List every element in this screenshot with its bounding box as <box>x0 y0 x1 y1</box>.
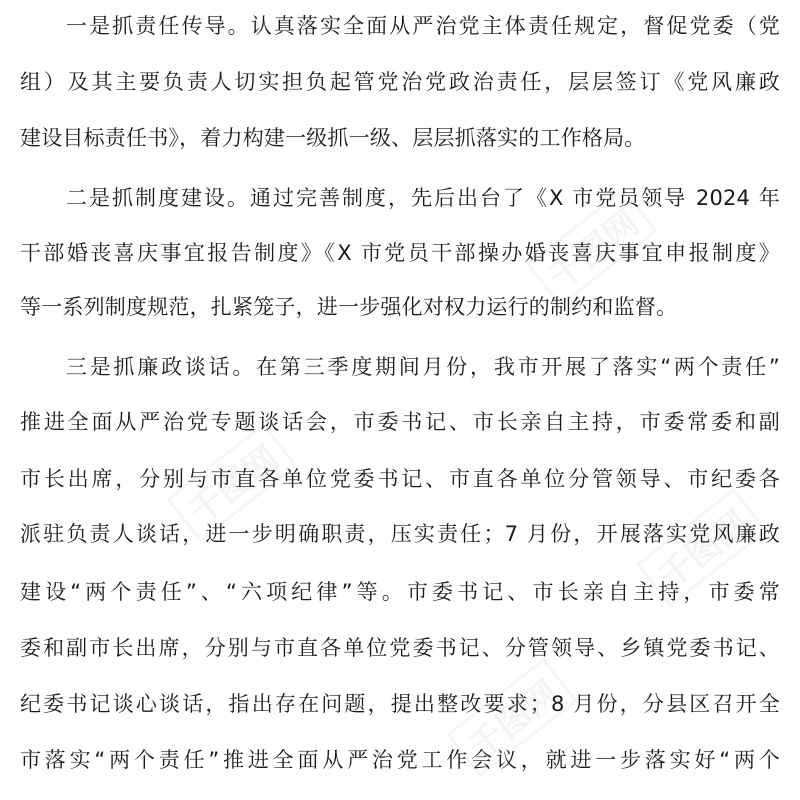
watermark: 千图网 <box>166 423 298 543</box>
paragraph-2-line-2: 干部婚丧喜庆事宜报告制度》《X 市党员干部操办婚丧喜庆事宜申报制度》 <box>20 241 780 265</box>
paragraph-2-line-3: 等一系列制度规范，扎紧笼子，进一步强化对权力运行的制约和监督。 <box>20 295 678 319</box>
watermark: 千图网 <box>636 488 768 608</box>
paragraph-3-line-2: 推进全面从严治党专题谈话会，市委书记、市长亲自主持，市委常委和副 <box>20 410 780 434</box>
paragraph-1-line-1: 一是抓责任传导。认真落实全面从严治党主体责任规定，督促党委（党 <box>66 14 780 38</box>
paragraph-3-line-8: 市落实“两个责任”推进全面从严治党工作会议，就进一步落实好“两个 <box>20 748 780 772</box>
paragraph-2-line-1: 二是抓制度建设。通过完善制度，先后出台了《X 市党员领导 2024 年 <box>66 186 780 210</box>
paragraph-1-line-2: 组）及其主要负责人切实担负起管党治党政治责任，层层签订《党风廉政 <box>20 70 780 94</box>
paragraph-3-line-6: 委和副市长出席，分别与市直各单位党委书记、分管领导、乡镇党委书记、 <box>20 636 780 660</box>
paragraph-3-line-4: 派驻负责人谈话，进一步明确职责，压实责任；7 月份，开展落实党风廉政 <box>20 522 780 546</box>
paragraph-3-line-1: 三是抓廉政谈话。在第三季度期间月份，我市开展了落实“两个责任” <box>66 355 780 379</box>
watermark: 千图网 <box>526 188 658 308</box>
paragraph-3-line-7: 纪委书记谈心谈话，指出存在问题，提出整改要求；8 月份，分县区召开全 <box>20 692 780 716</box>
paragraph-1-line-3: 建设目标责任书》，着力构建一级抓一级、层层抓落实的工作格局。 <box>20 126 646 150</box>
watermark: 千图网 <box>446 658 578 778</box>
paragraph-3-line-5: 建设“两个责任”、“六项纪律”等。市委书记、市长亲自主持，市委常 <box>20 580 780 604</box>
paragraph-3-line-3: 市长出席，分别与市直各单位党委书记、市直各单位分管领导、市纪委各 <box>20 467 780 491</box>
